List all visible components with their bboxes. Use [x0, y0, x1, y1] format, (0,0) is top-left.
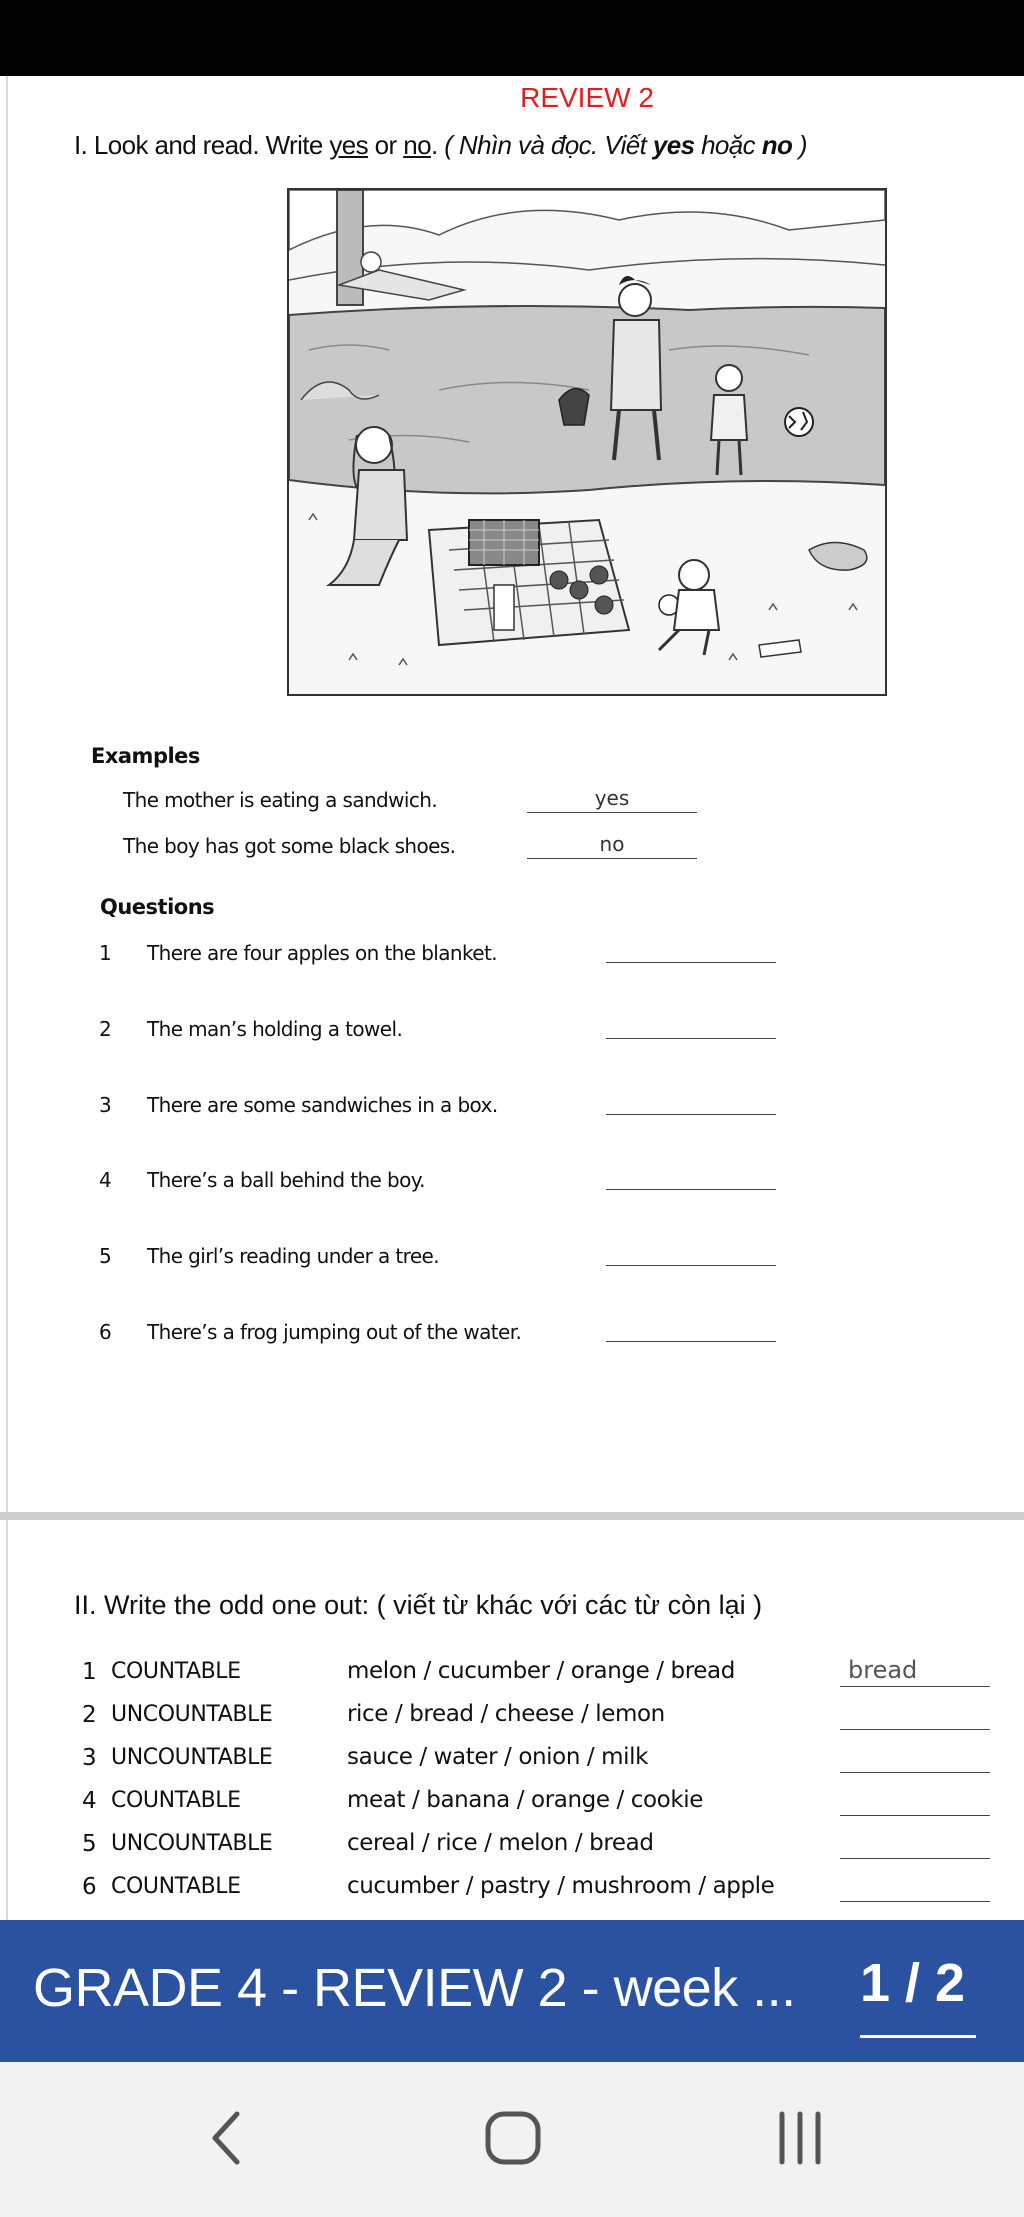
- odd-one-out-4-words: meat / banana / orange / cookie: [347, 1787, 704, 1813]
- recent-apps-icon: [770, 2110, 830, 2166]
- odd-one-out-6-category: COUNTABLE: [111, 1874, 241, 1899]
- question-3-answer-line[interactable]: [606, 1094, 776, 1115]
- back-button[interactable]: [192, 2108, 262, 2168]
- odd-one-out-5-answer[interactable]: [840, 1828, 990, 1859]
- odd-one-out-1-number: 1: [82, 1659, 97, 1685]
- question-1-text: There are four apples on the blanket.: [147, 941, 497, 965]
- question-2-answer-line[interactable]: [606, 1018, 776, 1039]
- odd-one-out-1-words: melon / cucumber / orange / bread: [347, 1658, 735, 1684]
- odd-one-out-2-category: UNCOUNTABLE: [111, 1702, 273, 1727]
- odd-one-out-5-number: 5: [82, 1831, 97, 1857]
- page-separator: [0, 1512, 1024, 1520]
- question-5-text: The girl’s reading under a tree.: [147, 1244, 439, 1268]
- questions-heading: Questions: [100, 895, 215, 919]
- example-2-answer: no: [527, 832, 697, 859]
- odd-one-out-3-words: sauce / water / onion / milk: [347, 1744, 649, 1770]
- odd-one-out-1-answer[interactable]: bread: [840, 1656, 990, 1687]
- question-2-text: The man’s holding a towel.: [147, 1017, 403, 1041]
- question-1-answer-line[interactable]: [606, 942, 776, 963]
- example-2-text: The boy has got some black shoes.: [123, 834, 456, 858]
- question-6-answer-line[interactable]: [606, 1321, 776, 1342]
- home-rounded-square-icon: [483, 2110, 543, 2166]
- odd-one-out-6-answer[interactable]: [840, 1871, 990, 1902]
- odd-one-out-6-number: 6: [82, 1874, 97, 1900]
- examples-heading: Examples: [91, 744, 200, 768]
- question-5-number: 5: [99, 1244, 112, 1268]
- question-4-answer-line[interactable]: [606, 1169, 776, 1190]
- exercise-2-instruction: II. Write the odd one out: ( viết từ khác với các từ còn lại ): [74, 1590, 763, 1620]
- odd-one-out-1-category: COUNTABLE: [111, 1659, 241, 1684]
- odd-one-out-3-category: UNCOUNTABLE: [111, 1745, 273, 1770]
- odd-one-out-3-answer[interactable]: [840, 1742, 990, 1773]
- exercise-1-instruction: I. Look and read. Write yes or no. ( Nhìn và đọc. Viết yes hoặc no ): [74, 130, 807, 160]
- question-1-number: 1: [99, 941, 112, 965]
- review-title: REVIEW 2: [520, 82, 654, 113]
- question-6-number: 6: [99, 1320, 112, 1344]
- question-5-answer-line[interactable]: [606, 1245, 776, 1266]
- odd-one-out-2-number: 2: [82, 1702, 97, 1728]
- odd-one-out-3-number: 3: [82, 1745, 97, 1771]
- home-button[interactable]: [478, 2108, 548, 2168]
- odd-one-out-2-answer[interactable]: [840, 1699, 990, 1730]
- page-indicator-underline: [860, 2035, 976, 2038]
- question-4-number: 4: [99, 1168, 112, 1192]
- page-indicator[interactable]: 1 / 2: [860, 1953, 966, 2013]
- question-3-number: 3: [99, 1093, 112, 1117]
- odd-one-out-4-number: 4: [82, 1788, 97, 1814]
- odd-one-out-4-category: COUNTABLE: [111, 1788, 241, 1813]
- document-title[interactable]: GRADE 4 - REVIEW 2 - week ...: [33, 1958, 796, 2018]
- question-6-text: There’s a frog jumping out of the water.: [147, 1320, 522, 1344]
- odd-one-out-4-answer[interactable]: [840, 1785, 990, 1816]
- odd-one-out-6-words: cucumber / pastry / mushroom / apple: [347, 1873, 775, 1899]
- question-3-text: There are some sandwiches in a box.: [147, 1093, 498, 1117]
- question-2-number: 2: [99, 1017, 112, 1041]
- picnic-scene-illustration: [287, 188, 887, 696]
- recent-apps-button[interactable]: [765, 2108, 835, 2168]
- back-chevron-icon: [207, 2110, 247, 2166]
- example-1-answer: yes: [527, 786, 697, 813]
- odd-one-out-2-words: rice / bread / cheese / lemon: [347, 1701, 665, 1727]
- odd-one-out-5-category: UNCOUNTABLE: [111, 1831, 273, 1856]
- question-4-text: There’s a ball behind the boy.: [147, 1168, 425, 1192]
- status-bar: [0, 0, 1024, 76]
- odd-one-out-5-words: cereal / rice / melon / bread: [347, 1830, 654, 1856]
- example-1-text: The mother is eating a sandwich.: [123, 788, 438, 812]
